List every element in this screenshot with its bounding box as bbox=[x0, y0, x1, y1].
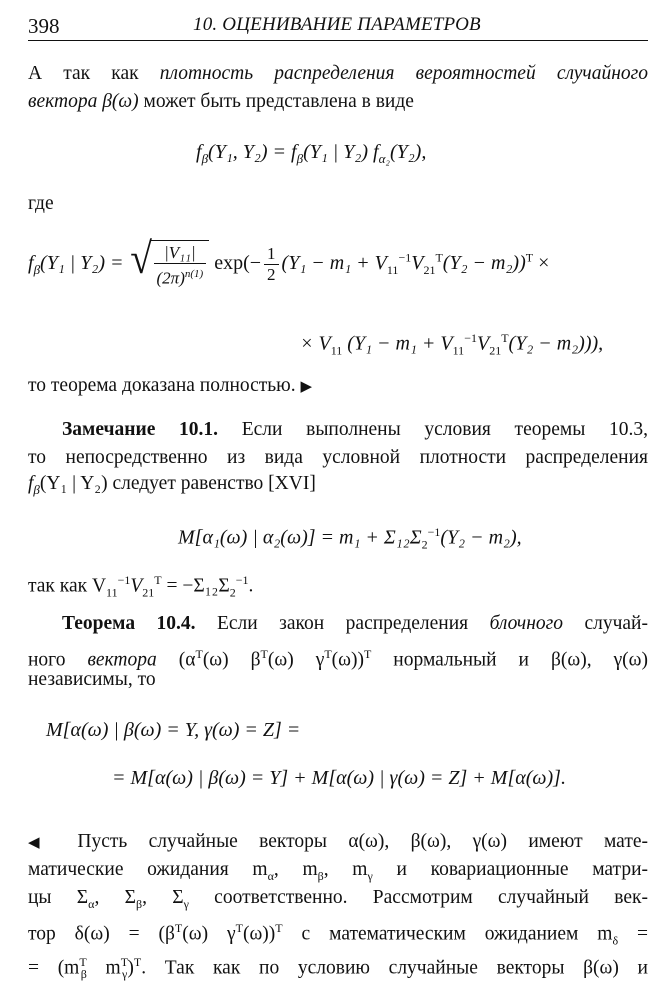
formula-conditional-density: $f_\beta(Y_1$ | Y₂) = √ $\frac{\text{|V₁₁|}}{(2\pi)^{n(1)}}$ exp(− $\frac{1}{2}$ $(Y_1 - m_1 + V_{11}^{-1}V_{21}^T(Y_2 - m_2))^T$ × bbox=[28, 234, 550, 288]
remark-line: Замечание 10.1. Если выполнены условия теоремы 10.3, bbox=[62, 419, 648, 440]
formula-theorem-lhs: M[α(ω) | β(ω) = Y, γ(ω) = Z] = bbox=[46, 719, 301, 741]
running-title: 10. ОЦЕНИВАНИЕ ПАРАМЕТРОВ bbox=[193, 14, 481, 35]
text-line: то теорема доказана полностью. ▶ bbox=[28, 375, 313, 396]
start-of-proof-icon: ◀ bbox=[28, 833, 57, 851]
text-line: вектора β(ω) может быть представлена в виде bbox=[28, 91, 414, 112]
text-line: где bbox=[28, 193, 54, 214]
formula-theorem-rhs: = M[α(ω) | β(ω) = Y] + M[α(ω) | γ(ω) = Z] + M[α(ω)]. bbox=[112, 767, 566, 789]
formula-density-factorization: $f_\beta(Y_1$, $Y_2) = f_\beta(Y_1$ | Y₂) $f_{\alpha_2}(Y_2)$, bbox=[196, 141, 427, 166]
page-header bbox=[28, 14, 648, 41]
text-line: = ($m^T_\beta$ $m^T_\gamma)^T$. Так как по условию случайные векторы β(ω) и bbox=[28, 955, 648, 982]
proof-line: ◀ Пусть случайные векторы α(ω), β(ω), γ(ω) имеют мате- bbox=[28, 831, 648, 852]
theorem-title: Теорема 10.4. bbox=[62, 613, 196, 634]
square-root: √ $\frac{\text{|V₁₁|}}{(2\pi)^{n(1)}}$ bbox=[129, 240, 210, 289]
text-line: ного вектора ($\alpha^T(\omega)$ $\beta^T(\omega)$ $\gamma^T(\omega))^T$ нормальный и β(ω), γ(ω) bbox=[28, 647, 649, 671]
text-line: матические ожидания $m_\alpha$, $m_\beta$, $m_\gamma$ и ковариационные матри- bbox=[28, 859, 648, 883]
text-line: то непосредственно из вида условной плотности распределения bbox=[28, 447, 648, 468]
theorem-line: Теорема 10.4. Если закон распределения блочного случай- bbox=[62, 613, 648, 634]
text-line: А так как плотность распределения вероятностей случайного bbox=[28, 63, 648, 84]
text-line: $f_\beta(Y_1$ | Y₂) следует равенство [XVI] bbox=[28, 473, 316, 497]
formula-conditional-density-cont: × $V_{11}$ $(Y_1 - m_1 + V_{11}^{-1}V_{21}^T(Y_2 - m_2))$), bbox=[300, 331, 604, 358]
text-line: так как $V_{11}^{-1}V_{21}^T = -\Sigma_{12}\Sigma_2^{-1}$. bbox=[28, 573, 254, 600]
end-of-proof-icon: ▶ bbox=[300, 377, 313, 395]
text-line: тор $\delta(\omega) = (\beta^T(\omega)$ $\gamma^T(\omega))^T$ с математическим ожиданием $m_\delta$ = bbox=[28, 921, 649, 948]
text-line: независимы, то bbox=[28, 669, 156, 690]
text-line: цы $\Sigma_\alpha$, $\Sigma_\beta$, $\Sigma_\gamma$ соответственно. Рассмотрим случайный век- bbox=[28, 887, 648, 911]
formula-conditional-expectation: M[α₁(ω) | $\alpha_2(\omega)] = m_1 + \Sigma_{12}\Sigma_2^{-1}(Y_2 - m_2)$, bbox=[178, 525, 522, 552]
page-number: 398 bbox=[28, 14, 60, 38]
remark-title: Замечание 10.1. bbox=[62, 419, 219, 440]
